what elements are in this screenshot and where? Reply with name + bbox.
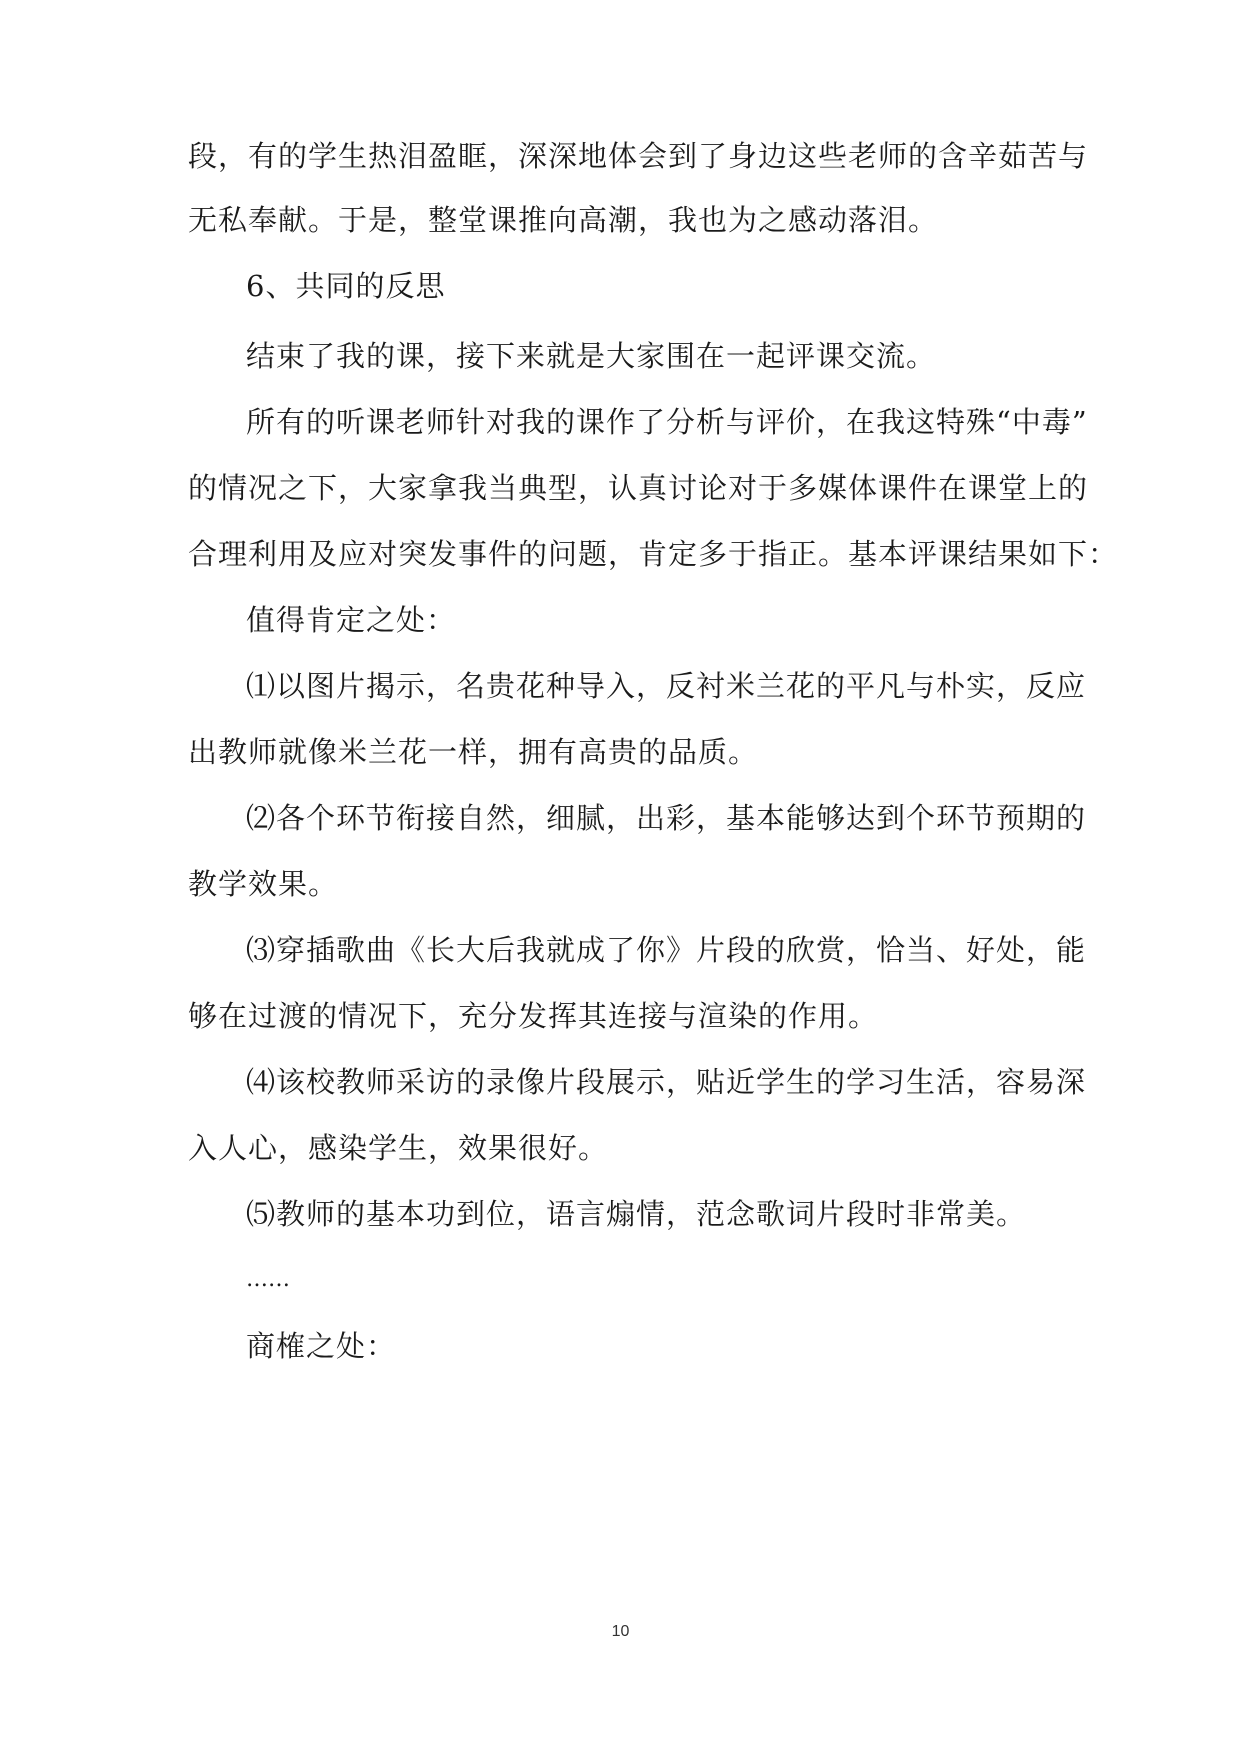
list-item: ⑶穿插歌曲《长大后我就成了你》片段的欣赏，恰当、好处，能	[246, 933, 1087, 967]
list-item: ⑸教师的基本功到位，语言煽情，范念歌词片段时非常美。	[246, 1197, 1027, 1231]
paragraph-line: 结束了我的课，接下来就是大家围在一起评课交流。	[246, 339, 937, 373]
section-heading: 6、共同的反思	[246, 269, 446, 303]
list-item-continuation: 入人心，感染学生，效果很好。	[188, 1131, 609, 1165]
subheading: 商榷之处：	[246, 1329, 397, 1363]
ellipsis: ……	[246, 1267, 290, 1292]
paragraph-line: 所有的听课老师针对我的课作了分析与评价，在我这特殊“中毒”	[246, 405, 1088, 439]
list-item-continuation: 出教师就像米兰花一样，拥有高贵的品质。	[188, 735, 759, 769]
paragraph-line: 段，有的学生热泪盈眶，深深地体会到了身边这些老师的含辛茹苦与	[188, 139, 1089, 173]
list-item-continuation: 够在过渡的情况下，充分发挥其连接与渲染的作用。	[188, 999, 879, 1033]
page-number: 10	[611, 1623, 630, 1640]
list-item: ⑷该校教师采访的录像片段展示，贴近学生的学习生活，容易深	[246, 1065, 1087, 1099]
list-item: ⑵各个环节衔接自然，细腻，出彩，基本能够达到个环节预期的	[246, 801, 1087, 835]
paragraph-line: 合理利用及应对突发事件的问题，肯定多于指正。基本评课结果如下：	[188, 537, 1119, 571]
subheading: 值得肯定之处：	[246, 603, 457, 637]
paragraph-line: 的情况之下，大家拿我当典型，认真讨论对于多媒体课件在课堂上的	[188, 471, 1089, 505]
list-item: ⑴以图片揭示，名贵花种导入，反衬米兰花的平凡与朴实，反应	[246, 669, 1087, 703]
paragraph-line: 无私奉献。于是，整堂课推向高潮，我也为之感动落泪。	[188, 203, 939, 237]
list-item-continuation: 教学效果。	[188, 867, 339, 901]
